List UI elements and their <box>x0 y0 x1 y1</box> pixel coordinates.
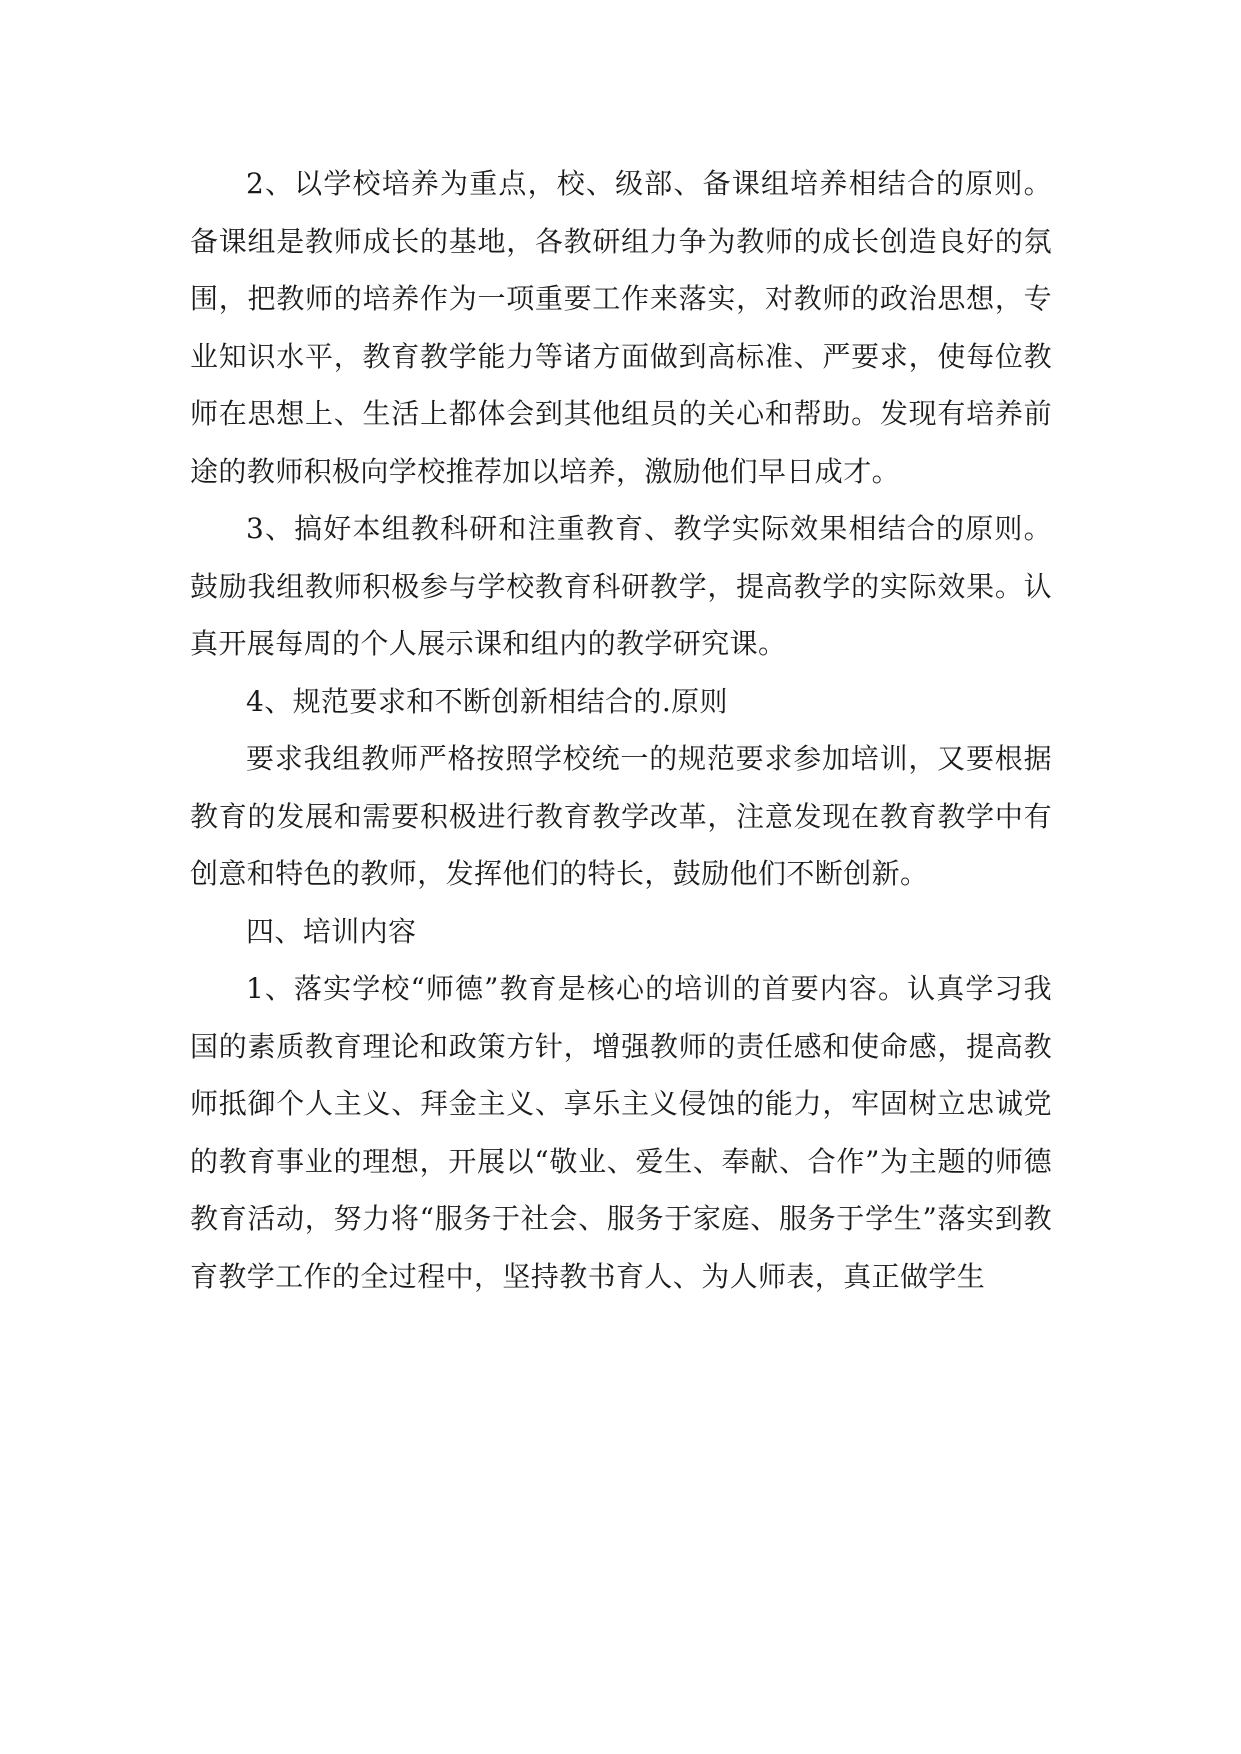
document-body <box>190 155 1052 1305</box>
paragraph-principle-2: 2、以学校培养为重点，校、级部、备课组培养相结合的原则。备课组是教师成长的基地，各教研组力争为教师的成长创造良好的氛围，把教师的培养作为一项重要工作来落实，对教师的政治思想，专业知识水平，教育教学能力等诸方面做到高标准、严要求，使每位教师在思想上、生活上都体会到其他组员的关心和帮助。发现有培养前途的教师积极向学校推荐加以培养，激励他们早日成才。 <box>190 167 1052 488</box>
section-heading-training-content: 四、培训内容 <box>246 914 417 948</box>
paragraph-content-1: 1、落实学校“师德”教育是核心的培训的首要内容。认真学习我国的素质教育理论和政策方针，增强教师的责任感和使命感，提高教师抵御个人主义、拜金主义、享乐主义侵蚀的能力，牢固树立忠诚党的教育事业的理想，开展以“敬业、爱生、奉献、合作”为主题的师德教育活动，努力将“服务于社会、服务于家庭、服务于学生”落实到教育教学工作的全过程中，坚持教书育人、为人师表，真正做学生 <box>190 972 1052 1293</box>
paragraph-principle-3: 3、搞好本组教科研和注重教育、教学实际效果相结合的原则。鼓励我组教师积极参与学校教育科研教学，提高教学的实际效果。认真开展每周的个人展示课和组内的教学研究课。 <box>190 512 1052 660</box>
paragraph-principle-4-heading: 4、规范要求和不断创新相结合的.原则 <box>246 684 728 718</box>
paragraph-principle-4-body: 要求我组教师严格按照学校统一的规范要求参加培训，又要根据教育的发展和需要积极进行教育教学改革，注意发现在教育教学中有创意和特色的教师，发挥他们的特长，鼓励他们不断创新。 <box>190 742 1052 890</box>
